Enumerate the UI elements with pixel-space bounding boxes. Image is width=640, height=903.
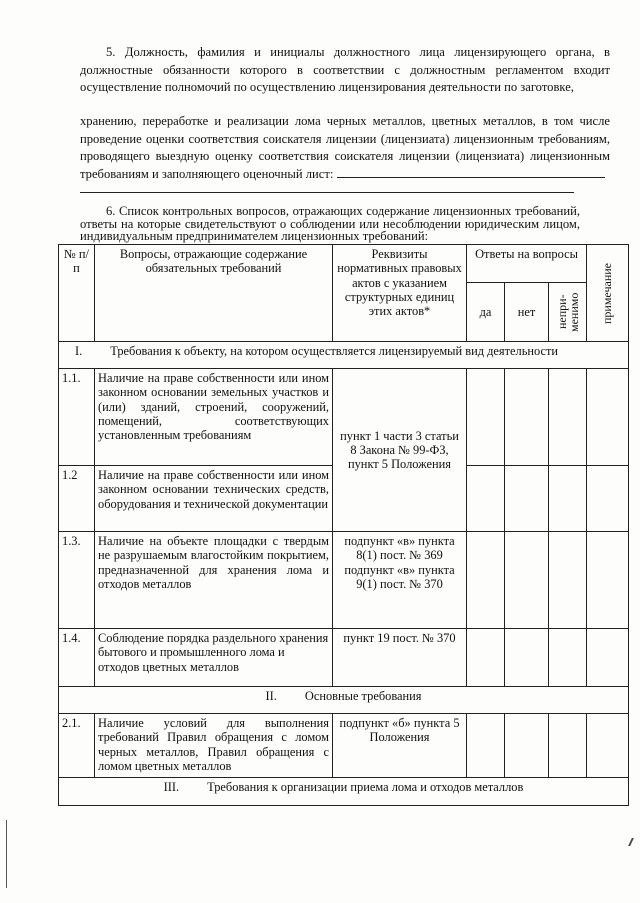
row-2-1-na-cell[interactable]	[549, 714, 587, 778]
header-requisites: Реквизиты нормативных правовых актов с указанием структурных единиц этих актов*	[333, 245, 467, 342]
header-questions: Вопросы, отражающие содержание обязательных требований	[95, 245, 333, 342]
section-3-row	[59, 778, 629, 806]
row-1-1-1-2-requisites: пункт 1 части 3 статьи 8 Закона № 99-ФЗ, пункт 5 Положения	[333, 369, 467, 532]
row-1-3-question: Наличие на объекте площадки с твердым не разрушаемым влагостойким покрытием, предназначенной для хранения лома и отходов металлов	[95, 532, 333, 629]
row-1-4-no-cell[interactable]	[505, 629, 549, 687]
row-1-4-yes-cell[interactable]	[467, 629, 505, 687]
checklist-table	[58, 244, 629, 806]
row-1-1-note-cell[interactable]	[587, 369, 629, 466]
row-1-2-note-cell[interactable]	[587, 466, 629, 532]
paragraph-5-part-2	[80, 113, 610, 183]
table-row-1-3	[59, 532, 629, 629]
row-1-1-number: 1.1.	[59, 369, 95, 466]
row-1-1-no-cell[interactable]	[505, 369, 549, 466]
paragraph-6: 6. Список контрольных вопросов, отражающих содержание лицензионных требований, ответы на которые свидетельствуют о соблюдении или несоблюдении юридическим лицом, индивидуальным предпринимателем лицензионных требований:	[80, 204, 580, 243]
row-1-3-yes-cell[interactable]	[467, 532, 505, 629]
fill-in-line	[337, 167, 605, 178]
row-1-3-na-cell[interactable]	[549, 532, 587, 629]
row-1-2-number: 1.2	[59, 466, 95, 532]
row-2-1-number: 2.1.	[59, 714, 95, 778]
scan-margin-line	[6, 820, 7, 888]
section-1-number: I.	[75, 344, 83, 358]
row-1-2-na-cell[interactable]	[549, 466, 587, 532]
header-not-applicable	[549, 283, 587, 342]
header-note	[587, 245, 629, 342]
section-3-number: III.	[163, 780, 180, 794]
section-1-title: Требования к объекту, на котором осуществляется лицензируемый вид деятельности	[110, 344, 559, 358]
row-1-3-no-cell[interactable]	[505, 532, 549, 629]
row-1-4-na-cell[interactable]	[549, 629, 587, 687]
header-not-applicable-label: непри-менимо	[554, 292, 581, 332]
row-2-1-no-cell[interactable]	[505, 714, 549, 778]
section-2-title: Основные требования	[304, 689, 422, 703]
header-answers: Ответы на вопросы	[467, 245, 587, 283]
row-1-4-note-cell[interactable]	[587, 629, 629, 687]
header-note-label: примечание	[600, 262, 615, 324]
table-row-1-4	[59, 629, 629, 687]
header-no: нет	[505, 283, 549, 342]
section-2-number: II.	[265, 689, 277, 703]
row-1-1-yes-cell[interactable]	[467, 369, 505, 466]
row-1-1-na-cell[interactable]	[549, 369, 587, 466]
row-1-4-requisites: пункт 19 пост. № 370	[333, 629, 467, 687]
section-1-row	[59, 342, 629, 369]
row-1-3-number: 1.3.	[59, 532, 95, 629]
paragraph-5-text: хранению, переработке и реализации лома черных металлов, цветных металлов, в том числе проведение оценки соответствия соискателя лицензии (лицензиата) лицензионным требованиям, проводящего выездную оценку соответствия соискателя лицензии (лицензиата) лицензионным требованиям и заполняющего оценочный лист:	[80, 114, 610, 181]
fill-in-line-2	[80, 192, 574, 193]
row-1-2-no-cell[interactable]	[505, 466, 549, 532]
table-header-row	[59, 245, 629, 283]
paragraph-5-part-1: 5. Должность, фамилия и инициалы должностного лица лицензирующего органа, в должностные обязанности которого в соответствии с должностным регламентом входит осуществление полномочий по осуществлению лицензирования деятельности по заготовке,	[80, 45, 610, 94]
section-2-row	[59, 687, 629, 714]
row-1-4-question: Соблюдение порядка раздельного хранения бытового и промышленного лома и отходов цветных металлов	[95, 629, 333, 687]
row-1-4-number: 1.4.	[59, 629, 95, 687]
scan-corner-mark	[628, 838, 638, 846]
row-2-1-requisites: подпункт «б» пункта 5 Положения	[333, 714, 467, 778]
header-yes: да	[467, 283, 505, 342]
row-1-2-question: Наличие на праве собственности или ином законном основании технических средств, оборудования и технической документации	[95, 466, 333, 532]
row-2-1-note-cell[interactable]	[587, 714, 629, 778]
row-1-2-yes-cell[interactable]	[467, 466, 505, 532]
row-1-1-question: Наличие на праве собственности или ином законном основании земельных участков и (или) зданий, строений, сооружений, помещений, соответствующих установленным требованиям	[95, 369, 333, 466]
row-1-3-note-cell[interactable]	[587, 532, 629, 629]
section-3-title: Требования к организации приема лома и отходов металлов	[207, 780, 524, 794]
row-2-1-question: Наличие условий для выполнения требований Правил обращения с ломом черных металлов, Правил обращения с ломом цветных металлов	[95, 714, 333, 778]
table-row-1-1	[59, 369, 629, 466]
row-1-3-requisites: подпункт «в» пункта 8(1) пост. № 369 подпункт «в» пункта 9(1) пост. № 370	[333, 532, 467, 629]
header-number: № п/п	[59, 245, 95, 342]
table-row-2-1	[59, 714, 629, 778]
row-2-1-yes-cell[interactable]	[467, 714, 505, 778]
